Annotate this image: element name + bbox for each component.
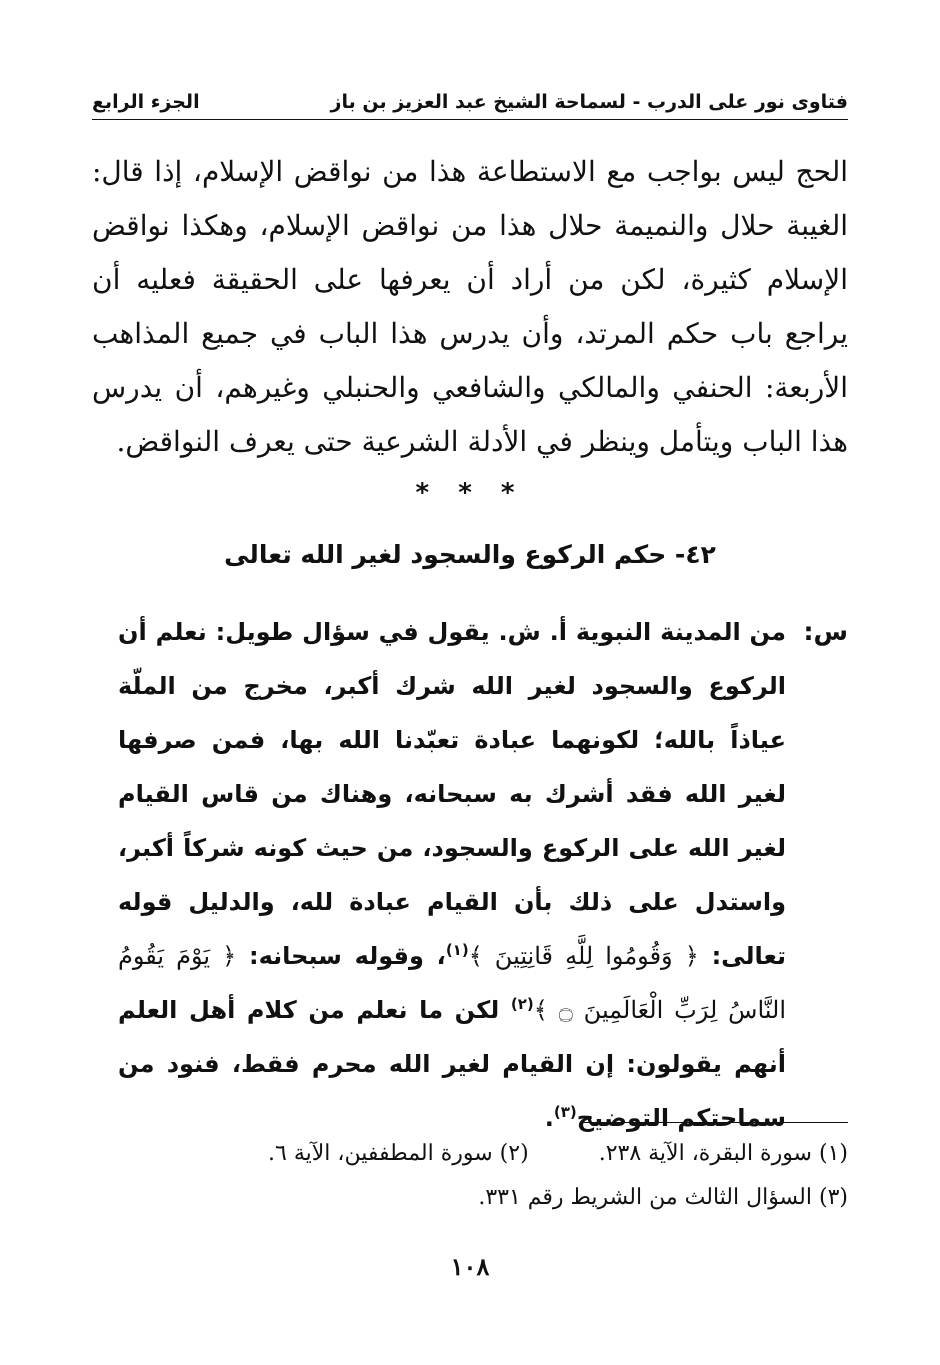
footnote-ref-3: (٣) — [553, 1103, 577, 1121]
header-title: فتاوى نور على الدرب - لسماحة الشيخ عبد العزيز بن باز — [330, 91, 848, 113]
quran-verse-1: ﴿ وَقُومُوا لِلَّهِ قَانِتِينَ ﴾ — [468, 942, 699, 970]
quran-verse-2: ﴿ يَوْمَ يَقُومُ النَّاسُ لِرَبِّ الْعَالَمِينَ ۝ ﴾ — [118, 942, 787, 1024]
page-number: ١٠٨ — [450, 1252, 490, 1281]
footnotes — [92, 1132, 848, 1220]
question-part-1: من المدينة النبوية أ. ش. يقول في سؤال طويل: نعلم أن الركوع والسجود لغير الله شرك أكبر، مخرج من الملّة عياذاً بالله؛ لكونهما عبادة تعبّدنا الله بها، فمن صرفها لغير الله فقد أشرك به سبحانه، وهناك من قاس القيام لغير الله على الركوع والسجود، من حيث كونه شركاً أكبر، واستدل على ذلك بأن القيام عبادة لله، والدليل قوله تعالى: — [118, 618, 787, 970]
body-paragraph: الحج ليس بواجب مع الاستطاعة هذا من نواقض الإسلام، إذا قال: الغيبة حلال والنميمة حلال هذا من نواقض الإسلام، وهكذا نواقض الإسلام كثيرة، لكن من أراد أن يعرفها على الحقيقة فعليه أن يراجع باب حكم المرتد، وأن يدرس هذا الباب في جميع المذاهب الأربعة: الحنفي والمالكي والشافعي والحنبلي وغيرهم، أن يدرس هذا الباب ويتأمل وينظر في الأدلة الشرعية حتى يعرف النواقض. — [92, 155, 848, 458]
running-header — [92, 80, 848, 120]
question-block — [118, 605, 848, 1145]
footnote-divider — [580, 1122, 848, 1123]
footnote-ref-1: (١) — [445, 941, 469, 959]
section-separator: * * * — [415, 478, 525, 508]
question-text — [118, 605, 786, 1145]
footnote-row — [92, 1132, 848, 1176]
section-heading: ٤٢- حكم الركوع والسجود لغير الله تعالى — [224, 540, 716, 569]
footnote-3: (٣) السؤال الثالث من الشريط رقم ٣٣١. — [478, 1185, 848, 1210]
footnote-ref-2: (٢) — [510, 995, 534, 1013]
body-text — [92, 145, 848, 469]
question-part-3: لكن ما نعلم من كلام أهل العلم أنهم يقولون: إن القيام لغير الله محرم فقط، فنود من سماحتكم التوضيح — [118, 996, 786, 1132]
question-part-2: ، وقوله سبحانه: — [249, 942, 446, 970]
header-volume: الجزء الرابع — [92, 91, 200, 113]
question-paragraph — [118, 605, 786, 1145]
footnote-1: (١) سورة البقرة، الآية ٢٣٨. — [598, 1141, 848, 1166]
question-end: . — [544, 1104, 554, 1132]
footnote-2: (٢) سورة المطففين، الآية ٦. — [268, 1141, 529, 1166]
question-label: س: — [803, 617, 848, 646]
